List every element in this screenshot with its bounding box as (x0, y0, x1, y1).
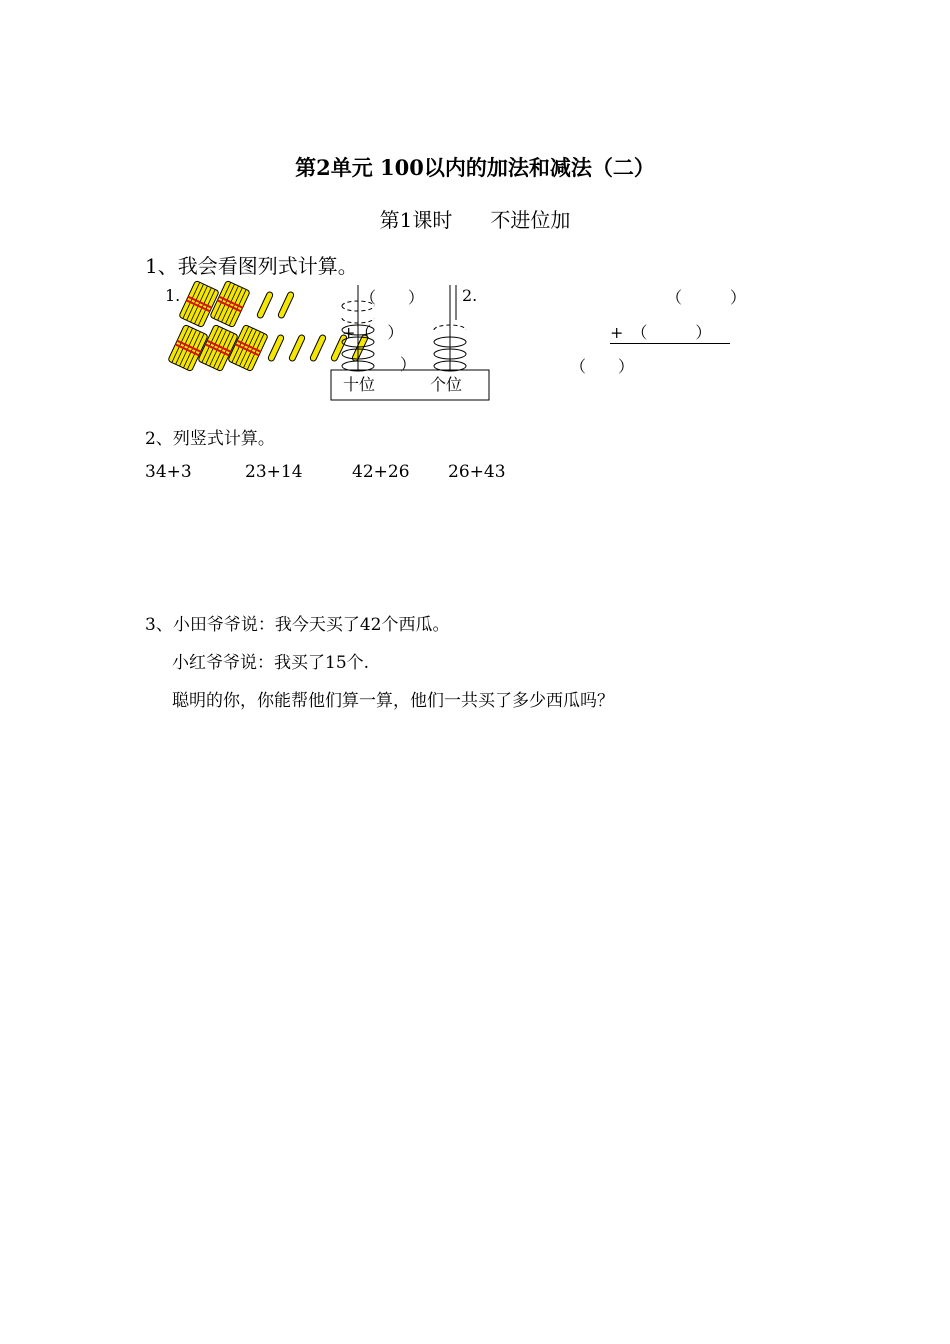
ten-bundle (179, 280, 219, 327)
question-1-heading: 1、我会看图列式计算。 (145, 254, 358, 278)
single-stick (288, 334, 305, 362)
ones-place-label: 个位 (430, 375, 463, 394)
abacus-blank-top: （ ） (360, 288, 425, 307)
exercise-4: 26+43 (448, 462, 506, 482)
abacus-blank-bottom: ） (400, 355, 417, 374)
single-stick (309, 334, 326, 362)
exercise-1: 34+3 (145, 462, 192, 482)
abacus-blank-middle: +（ ） (342, 323, 404, 342)
tens-place-label: 十位 (343, 375, 376, 394)
item-1-label: 1. (165, 286, 181, 305)
single-stick (277, 291, 294, 319)
vertical-addend-top: （ ） (666, 288, 747, 307)
question-2-heading: 2、列竖式计算。 (145, 429, 275, 449)
question-3-line-1: 3、小田爷爷说：我今天买了42个西瓜。 (145, 615, 450, 635)
exercise-2: 23+14 (245, 462, 303, 482)
item-2-label: 2. (462, 286, 478, 305)
ten-bundle (228, 324, 268, 371)
single-stick (267, 334, 284, 362)
lesson-topic: 不进位加 (490, 208, 571, 232)
vertical-result: （ ） (570, 357, 635, 376)
exercise-3: 42+26 (352, 462, 410, 482)
ten-bundle (198, 324, 238, 371)
ten-bundle (210, 280, 250, 327)
lesson-number: 第1课时 (379, 208, 453, 232)
single-stick (256, 291, 273, 319)
question-3-line-2: 小红爷爷说：我买了15个. (172, 653, 370, 673)
question-3-line-3: 聪明的你，你能帮他们算一算，他们一共买了多少西瓜吗？ (172, 691, 614, 711)
ten-bundle (168, 324, 208, 371)
question-1-illustration (0, 0, 950, 420)
page-title: 第2单元 100以内的加法和减法（二） (295, 155, 655, 180)
vertical-addend-plus: + （ ） (610, 320, 730, 344)
